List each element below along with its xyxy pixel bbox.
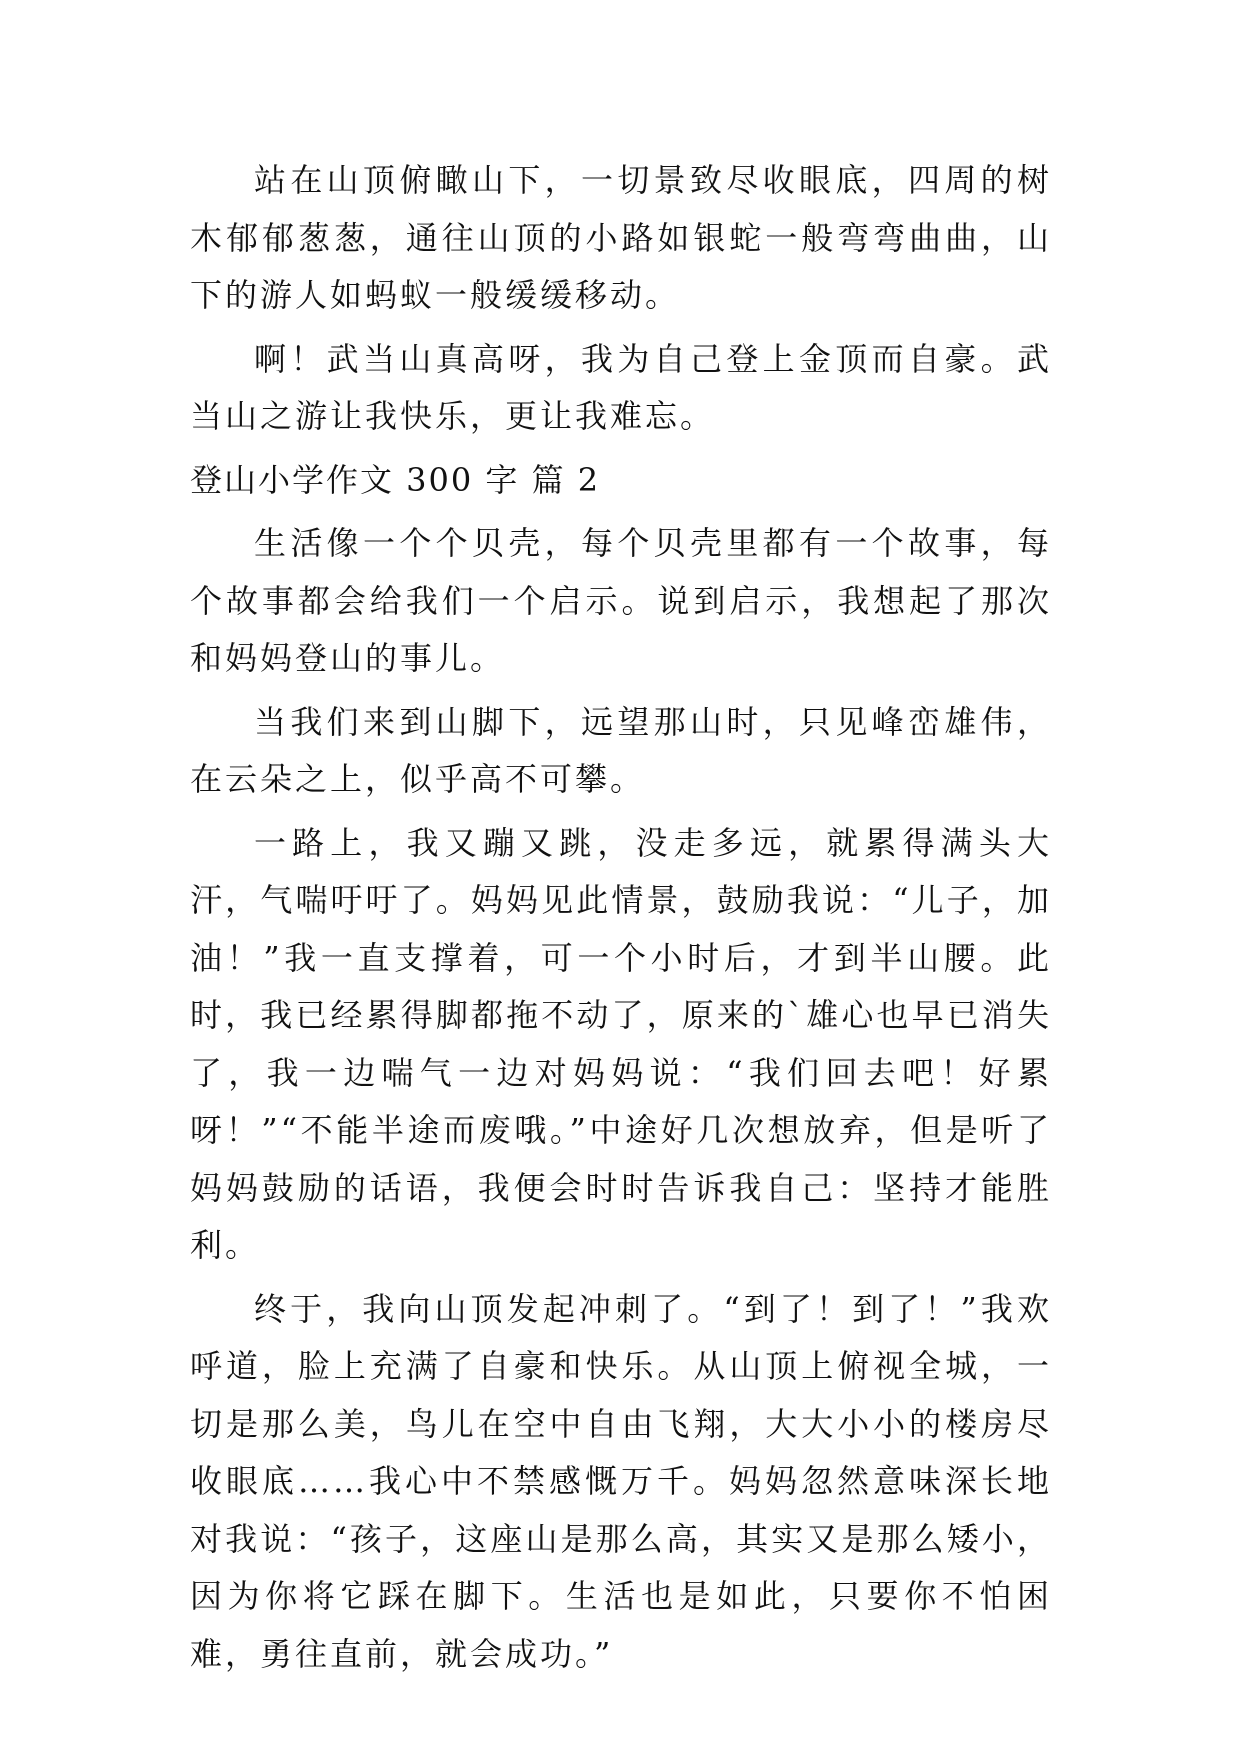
paragraph-climbing: 一路上，我又蹦又跳，没走多远，就累得满头大汗，气喘吁吁了。妈妈见此情景，鼓励我说：“儿子，加油！”我一直支撑着，可一个小时后，才到半山腰。此时，我已经累得脚都拖不动了，原来的`雄心也早已消失了，我一边喘气一边对妈妈说：“我们回去吧！好累呀！”“不能半途而废哦。”中途好几次想放弃，但是听了妈妈鼓励的话语，我便会时时告诉我自己：坚持才能胜利。 <box>190 823 1052 1264</box>
paragraph-summit-view: 站在山顶俯瞰山下，一切景致尽收眼底，四周的树木郁郁葱葱，通往山顶的小路如银蛇一般弯弯曲曲，山下的游人如蚂蚁一般缓缓移动。 <box>190 161 1052 314</box>
paragraph-mountain-foot: 当我们来到山脚下，远望那山时，只见峰峦雄伟，在云朵之上，似乎高不可攀。 <box>190 702 1052 798</box>
paragraph-reaching-top: 终于，我向山顶发起冲刺了。“到了！到了！”我欢呼道，脸上充满了自豪和快乐。从山顶上俯视全城，一切是那么美，鸟儿在空中自由飞翔，大大小小的楼房尽收眼底……我心中不禁感慨万千。妈妈忽然意味深长地对我说：“孩子，这座山是那么高，其实又是那么矮小，因为你将它踩在脚下。生活也是如此，只要你不怕困难，勇往直前，就会成功。” <box>190 1289 1052 1673</box>
paragraph-shells: 生活像一个个贝壳，每个贝壳里都有一个故事，每个故事都会给我们一个启示。说到启示，我想起了那次和妈妈登山的事儿。 <box>190 524 1052 677</box>
document-body <box>190 152 1052 1689</box>
section-heading: 登山小学作文 300 字 篇 2 <box>190 460 601 499</box>
paragraph-wudang-pride: 啊！武当山真高呀，我为自己登上金顶而自豪。武当山之游让我快乐，更让我难忘。 <box>190 339 1052 435</box>
